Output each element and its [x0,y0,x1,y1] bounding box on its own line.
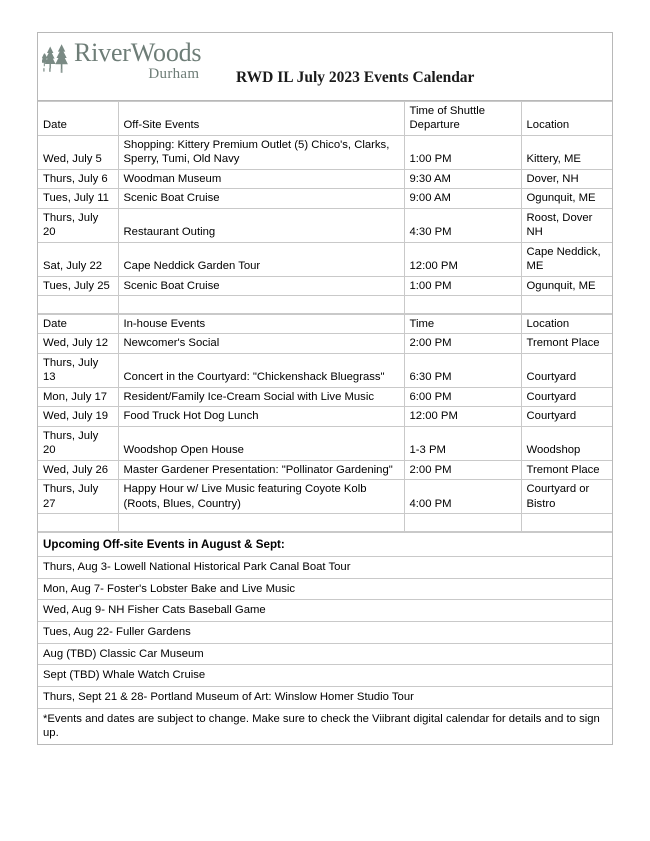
cell-date: Thurs, July 6 [38,169,118,188]
table-row [38,135,612,169]
cell-event: Woodshop Open House [118,426,404,460]
table-row [38,480,612,514]
offsite-col-time: Time of Shuttle Departure [404,102,521,136]
list-item [38,557,612,579]
list-item [38,643,612,665]
cell-event: Scenic Boat Cruise [118,276,404,295]
upcoming-title-row [38,532,612,556]
cell-time: 1:00 PM [404,135,521,169]
cell-event: Woodman Museum [118,169,404,188]
cell-date: Thurs, July 20 [38,426,118,460]
cell-location: Ogunquit, ME [521,276,612,295]
riverwoods-logo [38,39,212,82]
cell-date: Thurs, July 13 [38,353,118,387]
cell-event: Newcomer's Social [118,334,404,353]
cell-location: Courtyard [521,407,612,426]
spacer-cell [118,513,404,531]
spacer-row [38,513,612,531]
footnote-row [38,708,612,744]
offsite-header-row [38,102,612,136]
cell-time: 6:00 PM [404,387,521,406]
table-row [38,460,612,479]
cell-location: Dover, NH [521,169,612,188]
cell-location: Courtyard or Bistro [521,480,612,514]
cell-date: Wed, July 19 [38,407,118,426]
cell-location: Courtyard [521,353,612,387]
cell-event: Shopping: Kittery Premium Outlet (5) Chico's, Clarks, Sperry, Tumi, Old Navy [118,135,404,169]
table-row [38,407,612,426]
cell-event: Master Gardener Presentation: "Pollinator Gardening" [118,460,404,479]
cell-date: Mon, July 17 [38,387,118,406]
table-row [38,189,612,208]
cell-time: 6:30 PM [404,353,521,387]
inhouse-col-location: Location [521,314,612,333]
inhouse-events-table [38,314,612,532]
spacer-cell [404,295,521,313]
upcoming-events-table [38,532,612,744]
logo-sub-text: Durham [148,66,200,83]
document-header [38,33,612,101]
upcoming-title: Upcoming Off-site Events in August & Sept: [38,532,612,556]
calendar-document [37,32,613,745]
logo-main-text: RiverWoods [74,38,202,67]
cell-time: 9:30 AM [404,169,521,188]
cell-time: 4:30 PM [404,208,521,242]
cell-time: 2:00 PM [404,334,521,353]
cell-location: Kittery, ME [521,135,612,169]
cell-time: 1-3 PM [404,426,521,460]
cell-date: Thurs, July 20 [38,208,118,242]
inhouse-col-date: Date [38,314,118,333]
cell-time: 12:00 PM [404,407,521,426]
cell-date: Sat, July 22 [38,242,118,276]
cell-location: Tremont Place [521,334,612,353]
spacer-cell [118,295,404,313]
logo-wordmark [74,39,201,82]
spacer-cell [521,295,612,313]
upcoming-item: Wed, Aug 9- NH Fisher Cats Baseball Game [38,600,612,622]
spacer-cell [38,295,118,313]
cell-date: Wed, July 12 [38,334,118,353]
pine-trees-icon [42,43,72,77]
cell-event: Happy Hour w/ Live Music featuring Coyote Kolb (Roots, Blues, Country) [118,480,404,514]
upcoming-item: Thurs, Aug 3- Lowell National Historical Park Canal Boat Tour [38,557,612,579]
upcoming-item: Aug (TBD) Classic Car Museum [38,643,612,665]
list-item [38,600,612,622]
table-row [38,387,612,406]
upcoming-item: Sept (TBD) Whale Watch Cruise [38,665,612,687]
inhouse-col-time: Time [404,314,521,333]
offsite-col-event: Off-Site Events [118,102,404,136]
cell-time: 2:00 PM [404,460,521,479]
cell-time: 4:00 PM [404,480,521,514]
table-row [38,353,612,387]
cell-event: Concert in the Courtyard: "Chickenshack Bluegrass" [118,353,404,387]
cell-location: Roost, Dover NH [521,208,612,242]
page-title: RWD IL July 2023 Events Calendar [236,69,475,86]
cell-time: 1:00 PM [404,276,521,295]
list-item [38,622,612,644]
cell-date: Thurs, July 27 [38,480,118,514]
cell-location: Tremont Place [521,460,612,479]
cell-time: 12:00 PM [404,242,521,276]
offsite-col-date: Date [38,102,118,136]
cell-time: 9:00 AM [404,189,521,208]
inhouse-header-row [38,314,612,333]
cell-event: Cape Neddick Garden Tour [118,242,404,276]
cell-event: Food Truck Hot Dog Lunch [118,407,404,426]
table-row [38,334,612,353]
cell-location: Courtyard [521,387,612,406]
list-item [38,687,612,709]
cell-location: Woodshop [521,426,612,460]
offsite-col-location: Location [521,102,612,136]
table-row [38,169,612,188]
upcoming-item: Thurs, Sept 21 & 28- Portland Museum of Art: Winslow Homer Studio Tour [38,687,612,709]
offsite-events-table [38,101,612,314]
spacer-cell [404,513,521,531]
cell-event: Resident/Family Ice-Cream Social with Live Music [118,387,404,406]
table-row [38,276,612,295]
spacer-cell [521,513,612,531]
table-row [38,208,612,242]
footnote-text: *Events and dates are subject to change. Make sure to check the Viibrant digital calendar for details and to sign up. [38,708,612,744]
cell-date: Tues, July 11 [38,189,118,208]
cell-event: Restaurant Outing [118,208,404,242]
cell-date: Wed, July 5 [38,135,118,169]
cell-location: Ogunquit, ME [521,189,612,208]
cell-location: Cape Neddick, ME [521,242,612,276]
upcoming-item: Tues, Aug 22- Fuller Gardens [38,622,612,644]
cell-date: Wed, July 26 [38,460,118,479]
list-item [38,578,612,600]
cell-event: Scenic Boat Cruise [118,189,404,208]
table-row [38,242,612,276]
spacer-row [38,295,612,313]
spacer-cell [38,513,118,531]
cell-date: Tues, July 25 [38,276,118,295]
upcoming-item: Mon, Aug 7- Foster's Lobster Bake and Live Music [38,578,612,600]
list-item [38,665,612,687]
table-row [38,426,612,460]
inhouse-col-event: In-house Events [118,314,404,333]
